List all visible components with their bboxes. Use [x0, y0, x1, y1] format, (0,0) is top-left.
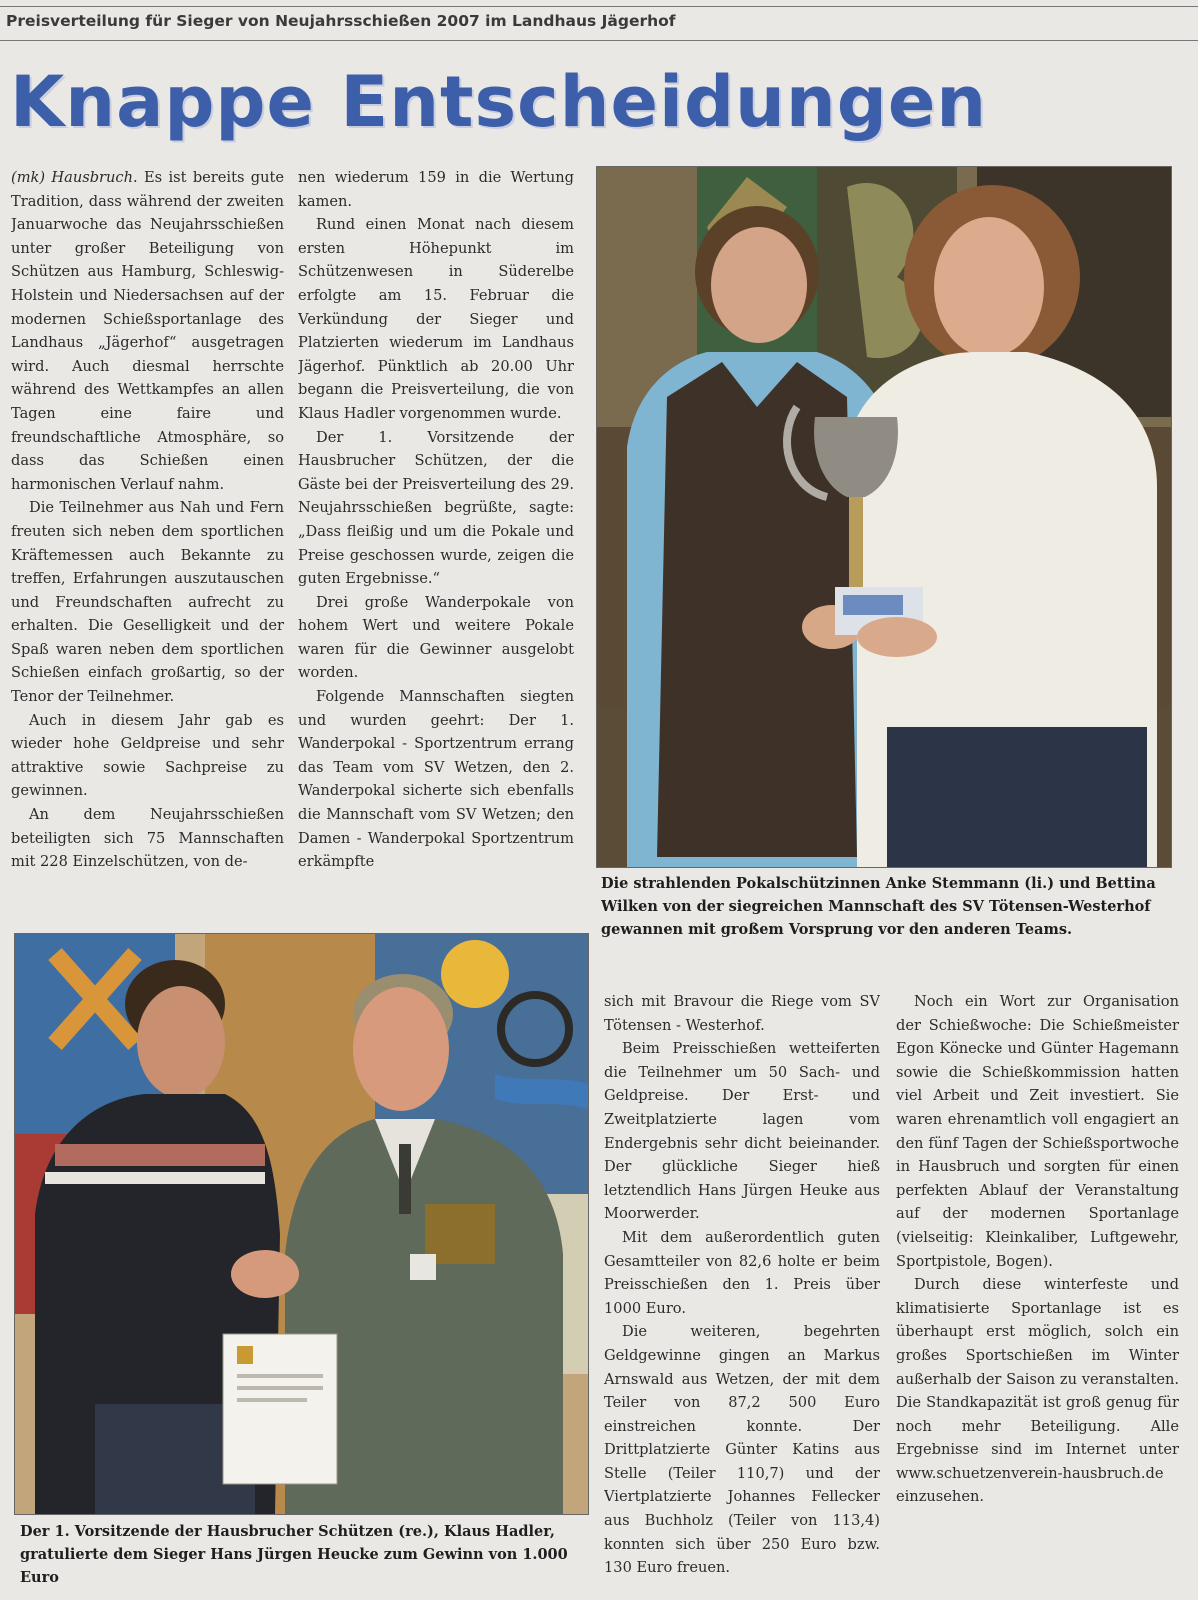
paragraph: Auch in diesem Jahr gab es wieder hohe Geldpreise und sehr attraktive sowie Sachpreise zu gewinnen.	[11, 711, 284, 800]
photo-handshake	[14, 933, 589, 1515]
paragraph: Rund einen Monat nach diesem ersten Höhepunkt im Schützenwesen in Süderelbe erfolgte am 15. Februar die Verkündung der Sieger und Platzierten wiederum im Landhaus Jägerhof. Pünktlich ab 20.00 Uhr begann die Preisverteilung, die von Klaus Hadler vorgenommen wurde.	[298, 216, 574, 422]
paragraph: An dem Neujahrsschießen beteiligten sich 75 Mannschaften mit 228 Einzelschützen, von de-	[11, 806, 284, 871]
paragraph: Durch diese winterfeste und klimatisierte Sportanlage ist es überhaupt erst möglich, solch ein großes Sportschießen im Winter außerhalb der Saison zu veranstalten. Die Standkapazität ist groß genug für noch mehr Beteiligung. Alle Ergebnisse sind im Internet unter www.schuetzenverein-hausbruch.de einzusehen.	[896, 1276, 1179, 1506]
article-column-3	[604, 990, 880, 1594]
kicker-rule	[0, 40, 1198, 41]
paragraph: sich mit Bravour die Riege vom SV Tötensen - Westerhof.	[604, 993, 880, 1034]
photo-trophy-winners	[596, 166, 1172, 868]
caption-trophy-photo: Die strahlenden Pokalschützinnen Anke Stemmann (li.) und Bettina Wilken von der siegreichen Mannschaft des SV Tötensen-Westerhof gewannen mit großem Vorsprung vor den anderen Teams.	[601, 875, 1156, 938]
photo-trophy-winners-image	[597, 167, 1171, 867]
paragraph: Noch ein Wort zur Organisation der Schießwoche: Die Schießmeister Egon Könecke und Günter Hagemann sowie die Schießkommission hatten viel Arbeit und Zeit investiert. Sie waren ehrenamtlich voll engagiert an den fünf Tagen der Schießsportwoche in Hausbruch und sorgten für einen perfekten Ablauf der Veranstaltung auf der modernen Sportanlage (vielseitig: Kleinkaliber, Luftgewehr, Sportpistole, Bogen).	[896, 993, 1179, 1270]
caption-handshake-photo: Der 1. Vorsitzende der Hausbrucher Schützen (re.), Klaus Hadler, gratulierte dem Sieger Hans Jürgen Heucke zum Gewinn von 1.000 Euro	[20, 1523, 568, 1586]
article-column-1	[11, 166, 284, 911]
top-rule	[0, 6, 1198, 7]
dateline: (mk) Hausbruch.	[11, 169, 138, 186]
paragraph: Beim Preisschießen wetteiferten die Teilnehmer um 50 Sach- und Geldpreise. Der Erst- und Zweitplatzierte lagen vom Endergebnis sehr dicht beieinander. Der glückliche Sieger hieß letztendlich Hans Jürgen Heuke aus Moorwerder.	[604, 1040, 880, 1223]
paragraph: Drei große Wanderpokale von hohem Wert und weitere Pokale waren für die Gewinner ausgelobt worden.	[298, 593, 574, 682]
article-column-4	[896, 990, 1179, 1594]
article-column-2	[298, 166, 574, 911]
paragraph: Die Teilnehmer aus Nah und Fern freuten sich neben dem sportlichen Kräftemessen auch Bekannte zu treffen, Erfahrungen auszutauschen und Freundschaften aufrecht zu erhalten. Die Geselligkeit und der Spaß waren neben dem sportlichen Schießen einfach großartig, so der Tenor der Teilnehmer.	[11, 499, 284, 706]
paragraph: Der 1. Vorsitzende der Hausbrucher Schützen, der die Gäste bei der Preisverteilung des 29. Neujahrsschießen begrüßte, sagte: „Dass fleißig und um die Pokale und Preise geschossen wurde, zeigen die guten Ergebnisse.“	[298, 428, 574, 588]
paragraph: (mk) Hausbruch. Es ist bereits gute Tradition, dass während der zweiten Januarwoche das Neujahrsschießen unter großer Beteiligung von Schützen aus Hamburg, Schleswig- Holstein und Niedersachsen auf der modernen Schießsportanlage des Landhaus „Jägerhof“ ausgetragen wird. Auch diesmal herrschte während des Wettkampfes an allen Tagen eine faire und freundschaftliche Atmosphäre, so dass das Schießen einen harmonischen Verlauf nahm.	[11, 169, 284, 493]
paragraph: Folgende Mannschaften siegten und wurden geehrt: Der 1. Wanderpokal - Sportzentrum errang das Team vom SV Wetzen, den 2. Wanderpokal sicherte sich ebenfalls die Mannschaft vom SV Wetzen; den Damen - Wanderpokal Sportzentrum erkämpfte	[298, 688, 574, 871]
paragraph: Mit dem außerordentlich guten Gesamtteiler von 82,6 holte er beim Preisschießen den 1. Preis über 1000 Euro.	[604, 1228, 880, 1317]
kicker: Preisverteilung für Sieger von Neujahrsschießen 2007 im Landhaus Jägerhof	[6, 12, 676, 30]
headline: Knappe Entscheidungen	[10, 61, 988, 143]
photo-handshake-image	[15, 934, 588, 1514]
paragraph: nen wiederum 159 in die Wertung kamen.	[298, 169, 574, 210]
paragraph: Die weiteren, begehrten Geldgewinne gingen an Markus Arnswald aus Wetzen, der mit dem Teiler von 87,2 500 Euro einstreichen konnte. Der Drittplatzierte Günter Katins aus Stelle (Teiler 110,7) und der Viertplatzierte Johannes Fellecker aus Buchholz (Teiler von 113,4) konnten sich über 250 Euro bzw. 130 Euro freuen.	[604, 1323, 880, 1577]
